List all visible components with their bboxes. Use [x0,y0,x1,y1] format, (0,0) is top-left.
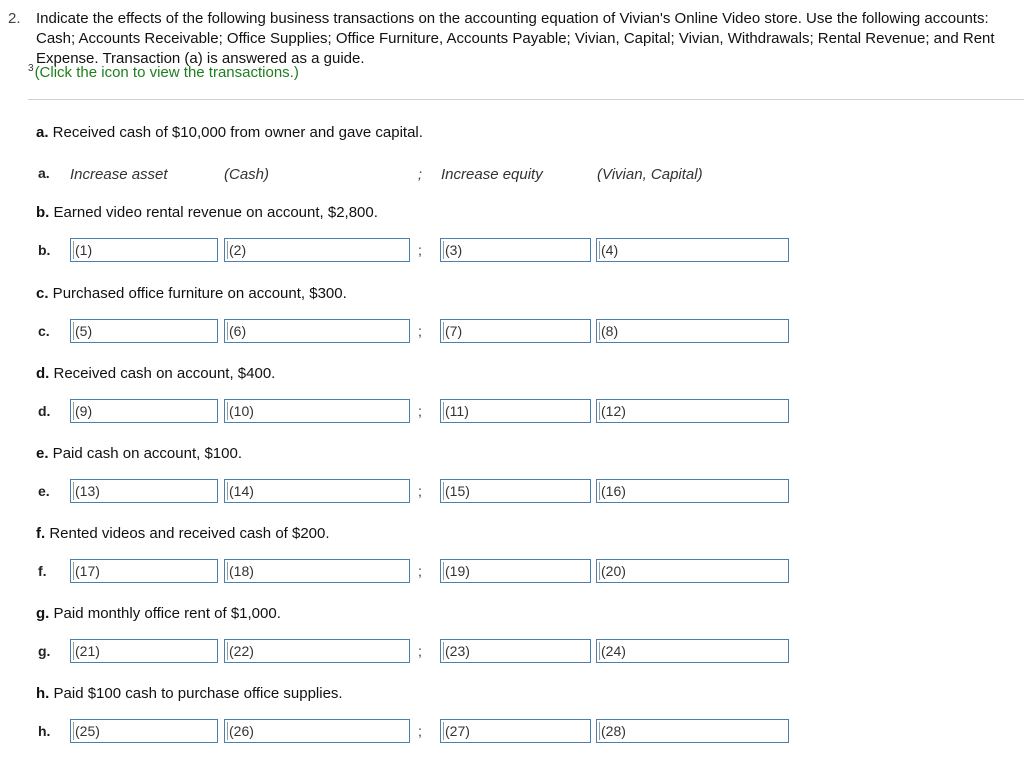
answer-box-1[interactable] [70,238,218,262]
row-label: g. [38,643,51,659]
transaction-letter: c. [36,285,49,302]
transaction-heading [36,444,242,464]
separator: ; [418,242,422,258]
answer-box-4[interactable] [596,238,789,262]
answer-box-number: (3) [445,242,463,258]
answer-row-h [36,719,936,745]
answer-row-d [36,399,936,425]
example-account-2: (Vivian, Capital) [597,166,703,183]
row-label: f. [38,563,47,579]
answer-box-number: (6) [229,323,247,339]
question-text: Indicate the effects of the following business transactions on the accounting equation of Vivian's Online Video store. Use the following accounts: Cash; Accounts Receivable; Office Supplies; Office Furniture, Accounts Payable; Vivian, Capital; Vivian, Withdrawals; Rental Revenue; and Rent Expense. Transaction (a) is answered as a guide. [36,10,995,67]
answer-box-number: (26) [229,723,254,739]
answer-box-number: (28) [601,723,626,739]
answer-box-1[interactable] [70,719,218,743]
answer-box-2[interactable] [224,719,410,743]
footnote-ref: 3 [28,63,34,74]
transaction-heading [36,123,423,143]
answer-row-g [36,639,936,665]
answer-box-2[interactable] [224,319,410,343]
answer-box-3[interactable] [440,719,591,743]
answer-box-3[interactable] [440,319,591,343]
transaction-heading [36,203,378,223]
answer-box-number: (14) [229,483,254,499]
transaction-letter: g. [36,605,50,622]
answer-box-number: (4) [601,242,619,258]
answer-box-number: (23) [445,643,470,659]
answer-box-number: (18) [229,563,254,579]
transaction-description: Paid monthly office rent of $1,000. [49,605,281,622]
answer-row-b [36,238,936,264]
transaction-letter: b. [36,204,50,221]
answer-box-number: (16) [601,483,626,499]
answer-box-number: (17) [75,563,100,579]
transaction-heading [36,284,347,304]
answer-box-number: (9) [75,403,93,419]
answer-box-number: (5) [75,323,93,339]
answer-box-number: (25) [75,723,100,739]
answer-box-1[interactable] [70,479,218,503]
answer-box-4[interactable] [596,559,789,583]
view-transactions-link-text: (Click the icon to view the transactions.) [34,64,299,81]
answer-box-2[interactable] [224,639,410,663]
transaction-heading [36,364,275,384]
answer-box-2[interactable] [224,479,410,503]
answer-box-2[interactable] [224,238,410,262]
row-label: h. [38,723,51,739]
separator: ; [418,563,422,579]
answer-box-3[interactable] [440,238,591,262]
question-number: 2. [8,10,21,27]
answer-box-4[interactable] [596,639,789,663]
answer-box-1[interactable] [70,639,218,663]
answer-box-number: (13) [75,483,100,499]
row-label: a. [38,165,50,181]
answer-box-number: (12) [601,403,626,419]
answer-box-number: (7) [445,323,463,339]
answer-box-number: (15) [445,483,470,499]
answer-box-4[interactable] [596,319,789,343]
transaction-description: Paid cash on account, $100. [48,445,242,462]
transaction-description: Paid $100 cash to purchase office supplies. [49,685,343,702]
transaction-heading [36,684,343,704]
transaction-letter: h. [36,685,50,702]
answer-box-3[interactable] [440,479,591,503]
transaction-letter: a. [36,124,49,141]
divider [28,99,1024,100]
answer-box-3[interactable] [440,399,591,423]
transaction-description: Received cash of $10,000 from owner and gave capital. [48,124,423,141]
transaction-description: Purchased office furniture on account, $300. [48,285,347,302]
answer-box-1[interactable] [70,559,218,583]
separator: ; [418,166,422,182]
transaction-letter: f. [36,525,46,542]
transaction-heading [36,524,330,544]
view-transactions-link[interactable] [28,59,299,83]
answer-row-c [36,319,936,345]
row-label: e. [38,483,50,499]
answer-box-number: (1) [75,242,93,258]
answer-box-number: (21) [75,643,100,659]
transaction-description: Received cash on account, $400. [49,365,276,382]
answer-row-f [36,559,936,585]
answer-box-number: (8) [601,323,619,339]
answer-box-number: (20) [601,563,626,579]
separator: ; [418,723,422,739]
answer-row-e [36,479,936,505]
answer-box-number: (10) [229,403,254,419]
answer-box-4[interactable] [596,399,789,423]
answer-row-a [36,161,936,187]
row-label: b. [38,242,51,258]
row-label: d. [38,403,51,419]
row-label: c. [38,323,50,339]
transaction-letter: e. [36,445,49,462]
answer-box-3[interactable] [440,559,591,583]
answer-box-number: (2) [229,242,247,258]
transaction-description: Earned video rental revenue on account, $2,800. [49,204,378,221]
separator: ; [418,483,422,499]
separator: ; [418,323,422,339]
answer-box-2[interactable] [224,559,410,583]
example-effect-1: Increase asset [70,166,168,183]
answer-box-number: (19) [445,563,470,579]
transaction-heading [36,604,281,624]
answer-box-number: (27) [445,723,470,739]
answer-box-1[interactable] [70,319,218,343]
answer-box-2[interactable] [224,399,410,423]
answer-box-number: (11) [445,403,469,419]
answer-box-4[interactable] [596,719,789,743]
example-account-1: (Cash) [224,166,270,183]
answer-box-4[interactable] [596,479,789,503]
separator: ; [418,643,422,659]
answer-box-1[interactable] [70,399,218,423]
transaction-letter: d. [36,365,50,382]
answer-box-number: (22) [229,643,254,659]
answer-box-3[interactable] [440,639,591,663]
separator: ; [418,403,422,419]
example-effect-2: Increase equity [441,166,543,183]
answer-box-number: (24) [601,643,626,659]
transaction-description: Rented videos and received cash of $200. [45,525,330,542]
